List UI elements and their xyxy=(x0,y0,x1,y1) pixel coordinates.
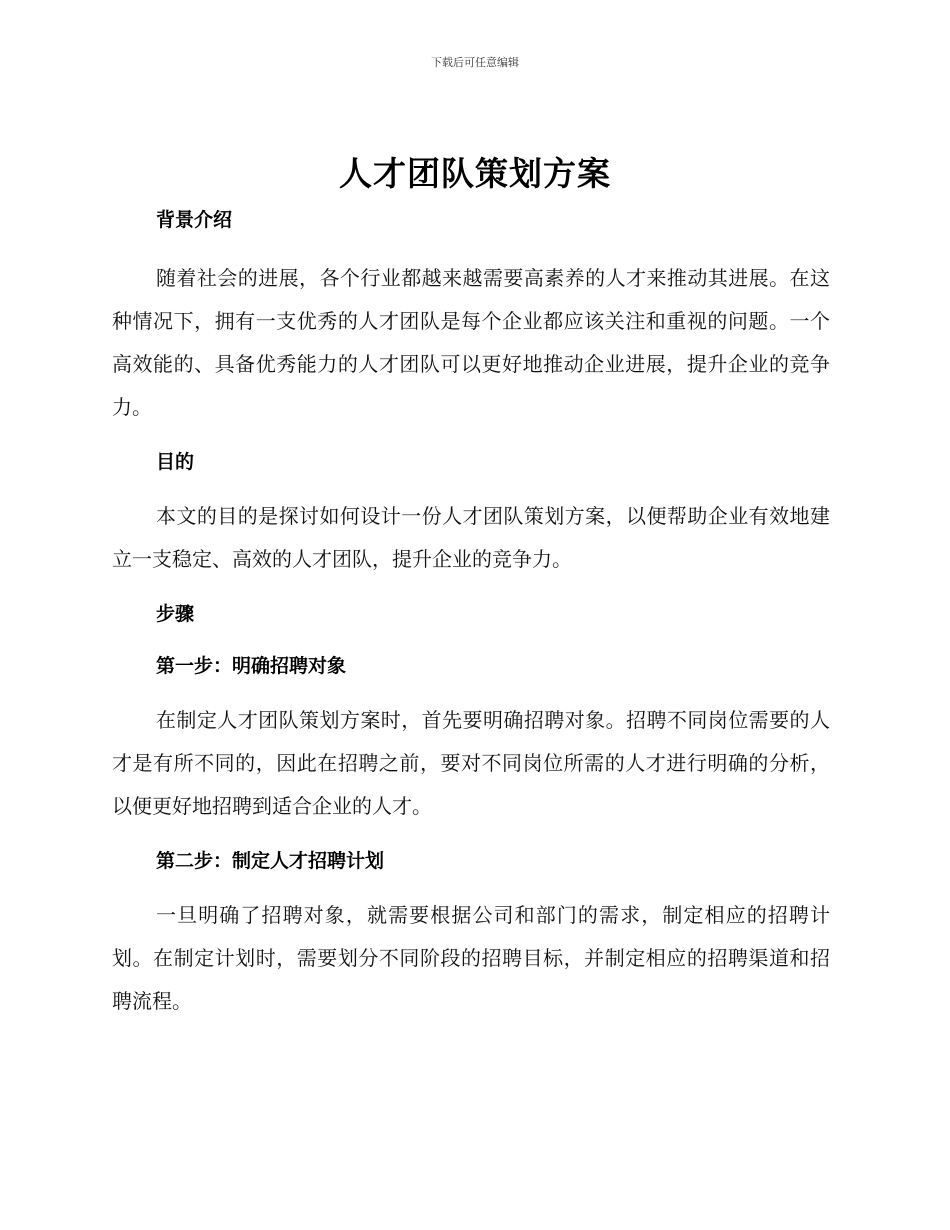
step2-heading: 第二步：制定人才招聘计划 xyxy=(156,850,385,872)
section-heading-purpose: 目的 xyxy=(156,451,195,473)
paragraph-step1: 在制定人才团队策划方案时，首先要明确招聘对象。招聘不同岗位需要的人才是有所不同的，因此在招聘之前，要对不同岗位所需的人才进行明确的分析，以便更好地招聘到适合企业的人才。 xyxy=(112,708,830,818)
paragraph-step2: 一旦明确了招聘对象，就需要根据公司和部门的需求，制定相应的招聘计划。在制定计划时，需要划分不同阶段的招聘目标，并制定相应的招聘渠道和招聘流程。 xyxy=(112,903,830,1013)
section-heading-steps: 步骤 xyxy=(156,603,195,625)
document-body xyxy=(112,203,830,1023)
step1-heading: 第一步：明确招聘对象 xyxy=(156,655,347,677)
paragraph-purpose: 本文的目的是探讨如何设计一份人才团队策划方案，以便帮助企业有效地建立一支稳定、高效的人才团队，提升企业的竞争力。 xyxy=(112,504,830,571)
paragraph-background: 随着社会的进展，各个行业都越来越需要高素养的人才来推动其进展。在这种情况下，拥有一支优秀的人才团队是每个企业都应该关注和重视的问题。一个高效能的、具备优秀能力的人才团队可以更好地推动企业进展，提升企业的竞争力。 xyxy=(112,266,830,419)
document-title: 人才团队策划方案 xyxy=(339,154,611,193)
header-note: 下载后可任意编辑 xyxy=(431,56,519,69)
section-heading-background: 背景介绍 xyxy=(156,209,233,231)
